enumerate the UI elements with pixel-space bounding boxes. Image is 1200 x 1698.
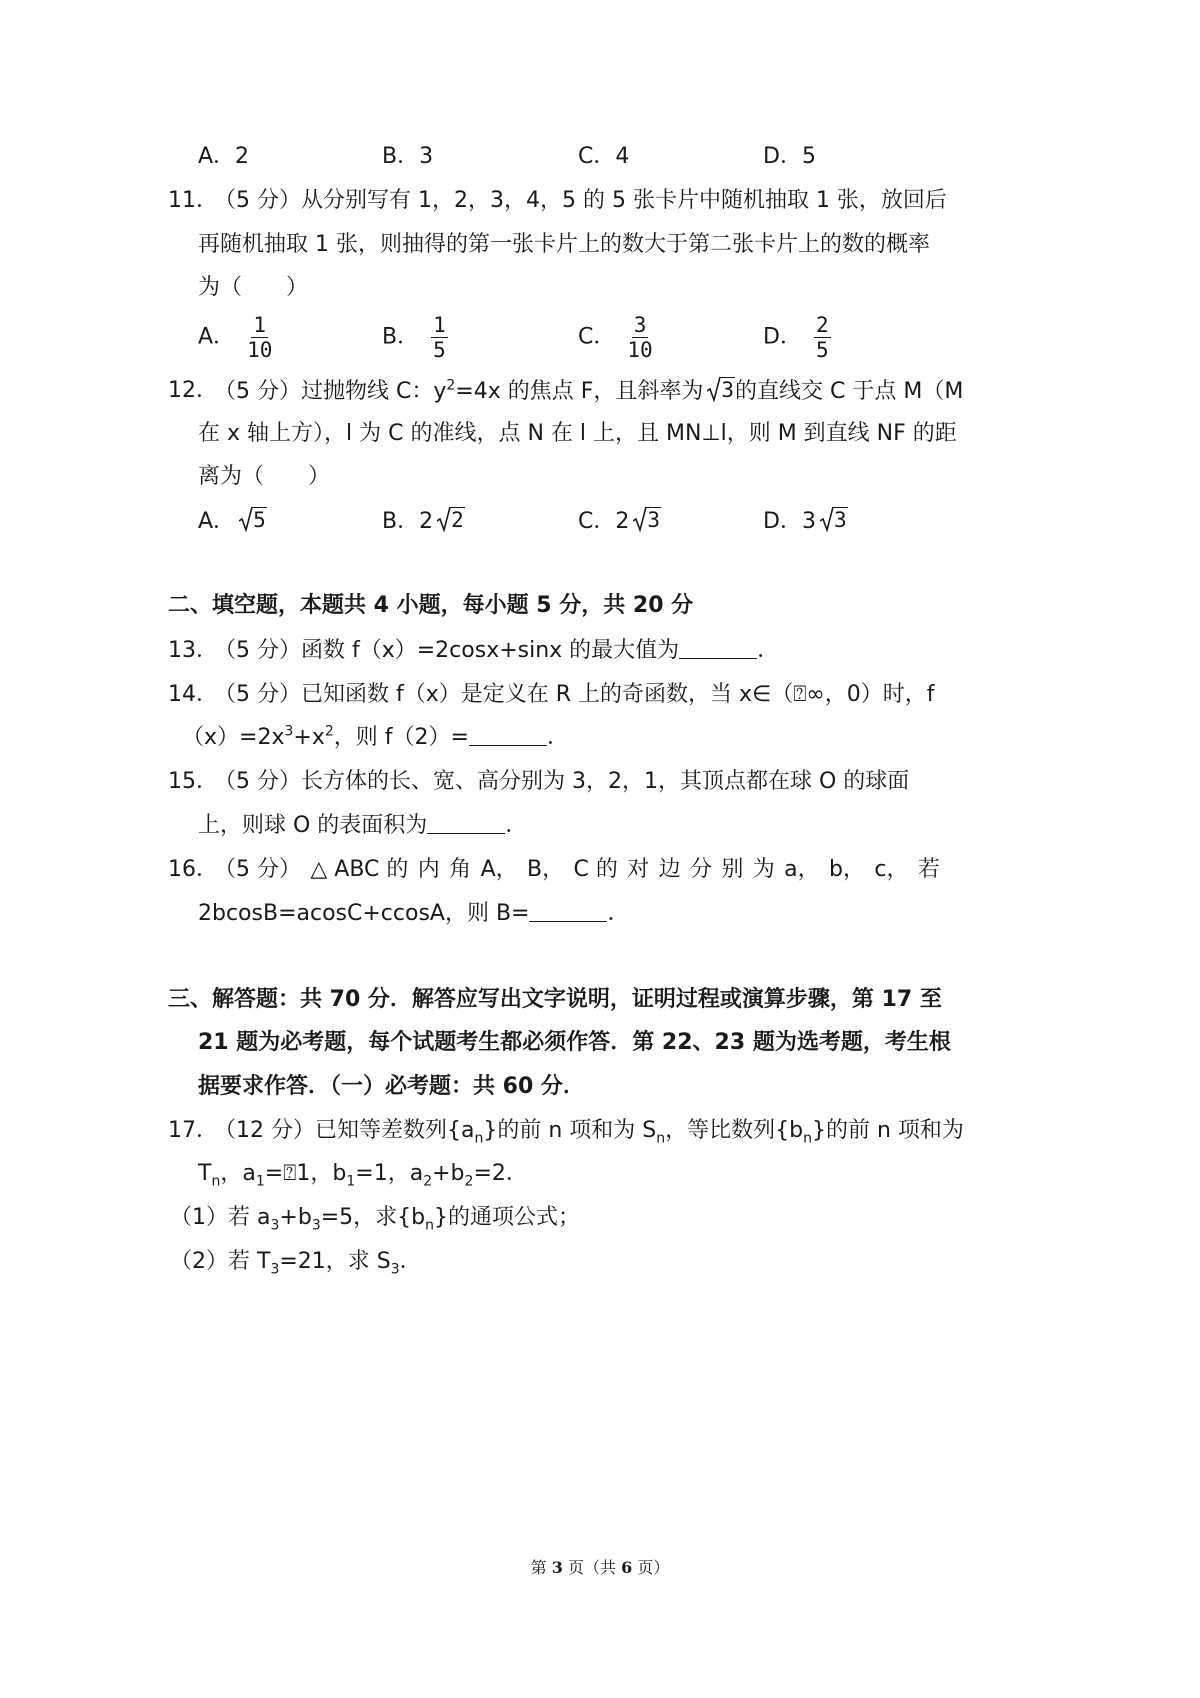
q16-word: A， (480, 857, 518, 882)
q15-line1: （5 分）长方体的长、宽、高分别为 3，2，1，其顶点都在球 O 的球面 (214, 769, 910, 794)
page-number: 3 (551, 1558, 563, 1577)
subscript: 2 (423, 1173, 433, 1190)
text: 2bcosB=acosC+ccosA，则 B= (198, 901, 530, 926)
radicand: 3 (833, 508, 847, 532)
subscript: n (656, 1130, 666, 1147)
superscript: 2 (446, 377, 456, 394)
text: ，等比数列{b (665, 1118, 804, 1143)
subscript: 3 (390, 1261, 400, 1278)
q10-option-c: C．4 (578, 144, 630, 169)
subscript: 1 (255, 1173, 265, 1190)
text: =⍰1，b (264, 1161, 347, 1186)
option-label: D． (763, 509, 802, 534)
answer-blank[interactable] (529, 901, 607, 922)
option-label: D． (763, 324, 802, 350)
option-label: C． (578, 509, 616, 534)
subscript: 3 (270, 1217, 280, 1234)
q16-word: 内 (417, 857, 440, 882)
q11-option-c (578, 314, 653, 361)
q12-line3: 离为（ ） (198, 464, 331, 489)
q17-line1 (214, 1116, 964, 1146)
q10-option-d: D．5 (763, 144, 816, 169)
section3-heading-line3: 据要求作答．（一）必考题：共 60 分． (198, 1074, 585, 1099)
q17-number: 17． (168, 1118, 218, 1143)
text: 页（共 (562, 1558, 622, 1577)
text: （2）若 T (170, 1249, 271, 1274)
q11-line3: 为（ ） (198, 275, 309, 300)
option-label: A． (198, 509, 236, 534)
text: （5 分）过抛物线 C：y (214, 379, 447, 404)
sqrt-symbol (437, 506, 465, 532)
text: （1）若 a (170, 1205, 271, 1230)
q14-line1: （5 分）已知函数 f（x）是定义在 R 上的奇函数，当 x∈（⍰∞，0）时，f (214, 682, 935, 707)
fraction (627, 314, 652, 361)
text: +b (432, 1161, 465, 1186)
q12-option-a (198, 506, 267, 537)
text: 页） (632, 1558, 670, 1577)
q12-option-b (382, 506, 465, 537)
option-label: B． (382, 324, 420, 350)
answer-blank[interactable] (469, 725, 547, 746)
q15-number: 15． (168, 769, 218, 794)
text: =2． (473, 1161, 528, 1186)
denominator: 10 (247, 338, 273, 362)
coefficient: 3 (801, 509, 816, 534)
q16-number: 16． (168, 857, 218, 882)
q11-option-a (198, 314, 272, 361)
superscript: 2 (324, 723, 334, 740)
subscript: 3 (311, 1217, 321, 1234)
q14-number: 14． (168, 682, 218, 707)
fraction (247, 314, 272, 361)
q11-option-d (763, 314, 831, 361)
text: 的直线交 C 于点 M（M (735, 379, 964, 404)
q11-line2: 再随机抽取 1 张，则抽得的第一张卡片上的数大于第二张卡片上的数的概率 (198, 232, 930, 257)
q16-word: C 的 (573, 857, 618, 882)
q16-word: b， (829, 857, 865, 882)
subscript: 2 (464, 1173, 474, 1190)
coefficient: 2 (615, 509, 630, 534)
option-label: C． (578, 324, 616, 350)
q16-word: 为 (752, 857, 775, 882)
q12-line2: 在 x 轴上方），l 为 C 的准线，点 N 在 l 上，且 MN⊥l，则 M 到直线 NF 的距 (198, 421, 957, 446)
text: }的通项公式； (434, 1205, 581, 1230)
sqrt-symbol (239, 506, 267, 532)
option-label: A． (198, 324, 236, 350)
total-pages: 6 (621, 1558, 633, 1577)
denominator: 5 (815, 338, 829, 362)
q17-part2 (170, 1247, 422, 1277)
q12-option-d (763, 506, 848, 537)
subscript: 3 (270, 1261, 280, 1278)
q16-word: △ ABC 的 (310, 857, 409, 882)
text: 上，则球 O 的表面积为 (198, 813, 428, 838)
q16-word: 对 (627, 857, 650, 882)
radicand: 5 (253, 508, 266, 532)
sqrt-symbol (707, 376, 735, 402)
subscript: n (803, 1130, 812, 1147)
denominator: 10 (627, 338, 653, 362)
q13-number: 13． (168, 638, 218, 663)
text: }的前 n 项和为 (811, 1118, 964, 1143)
section2-heading: 二、填空题，本题共 4 小题，每小题 5 分，共 20 分 (168, 593, 694, 618)
page-footer (0, 1556, 1200, 1580)
denominator: 5 (433, 338, 446, 362)
superscript: 3 (284, 723, 294, 740)
text: （5 分）函数 f（x）=2cosx+sinx 的最大值为 (214, 638, 680, 663)
coefficient: 2 (419, 509, 434, 534)
sqrt-symbol (820, 506, 848, 532)
text: =1，a (355, 1161, 424, 1186)
q11-option-b (382, 314, 448, 361)
subscript: n (425, 1217, 435, 1234)
q10-option-b: B．3 (382, 144, 434, 169)
text: =5，求{b (320, 1205, 426, 1230)
answer-blank[interactable] (427, 813, 505, 834)
q14-line2 (182, 723, 569, 753)
numerator: 1 (253, 313, 267, 337)
text: =21，求 S (279, 1249, 391, 1274)
q16-word: B， (527, 857, 565, 882)
subscript: n (211, 1173, 221, 1190)
q10-option-a: A．2 (198, 144, 250, 169)
answer-blank[interactable] (679, 638, 757, 659)
text: +b (279, 1205, 312, 1230)
q17-part1 (170, 1203, 580, 1233)
text: ，a (220, 1161, 256, 1186)
q11-line1: （5 分）从分别写有 1，2，3，4，5 的 5 张卡片中随机抽取 1 张，放回后 (214, 188, 947, 213)
q16-word: 若 (917, 857, 940, 882)
text: +x (293, 725, 325, 750)
q12-option-c (578, 506, 661, 537)
q16-word: c， (874, 857, 909, 882)
text: （x）=2x (182, 725, 285, 750)
text: ． (607, 901, 630, 926)
q16-word: 角 (449, 857, 472, 882)
text: 第 (530, 1558, 552, 1577)
subscript: 1 (346, 1173, 356, 1190)
q16-word: （5 分） (214, 857, 301, 882)
radicand: 3 (647, 508, 661, 532)
numerator: 3 (633, 313, 647, 337)
q13-text (214, 636, 779, 666)
text: }的前 n 项和为 S (483, 1118, 657, 1143)
radicand: 3 (721, 378, 735, 402)
fraction (431, 314, 448, 361)
radicand: 2 (451, 508, 464, 532)
text: （12 分）已知等差数列{a (214, 1118, 475, 1143)
text: ． (546, 725, 569, 750)
section3-heading-line1: 三、解答题：共 70 分．解答应写出文字说明，证明过程或演算步骤，第 17 至 (168, 987, 942, 1012)
option-label: B． (382, 509, 420, 534)
section3-heading-line2: 21 题为必考题，每个试题考生都必须作答．第 22、23 题为选考题，考生根 (198, 1030, 951, 1055)
fraction (814, 314, 831, 361)
text: =4x 的焦点 F，且斜率为 (455, 379, 704, 404)
subscript: n (474, 1130, 484, 1147)
q11-number: 11． (168, 188, 218, 213)
q16-line2 (198, 899, 630, 929)
numerator: 2 (815, 313, 829, 337)
q16-word: 边 (658, 857, 681, 882)
text: ，则 f（2）= (333, 725, 469, 750)
numerator: 1 (433, 313, 446, 337)
q16-word: a， (784, 857, 820, 882)
text: ． (757, 638, 780, 663)
q12-number: 12． (168, 378, 218, 403)
q15-line2 (198, 811, 527, 841)
q16-word: 别 (721, 857, 744, 882)
sqrt-symbol (633, 506, 661, 532)
text: T (198, 1161, 212, 1186)
q12-line1 (214, 376, 963, 407)
q16-word: 分 (689, 857, 712, 882)
text: ． (505, 813, 528, 838)
text: ． (399, 1249, 422, 1274)
q16-line1 (214, 855, 940, 885)
q17-line2 (198, 1159, 528, 1189)
